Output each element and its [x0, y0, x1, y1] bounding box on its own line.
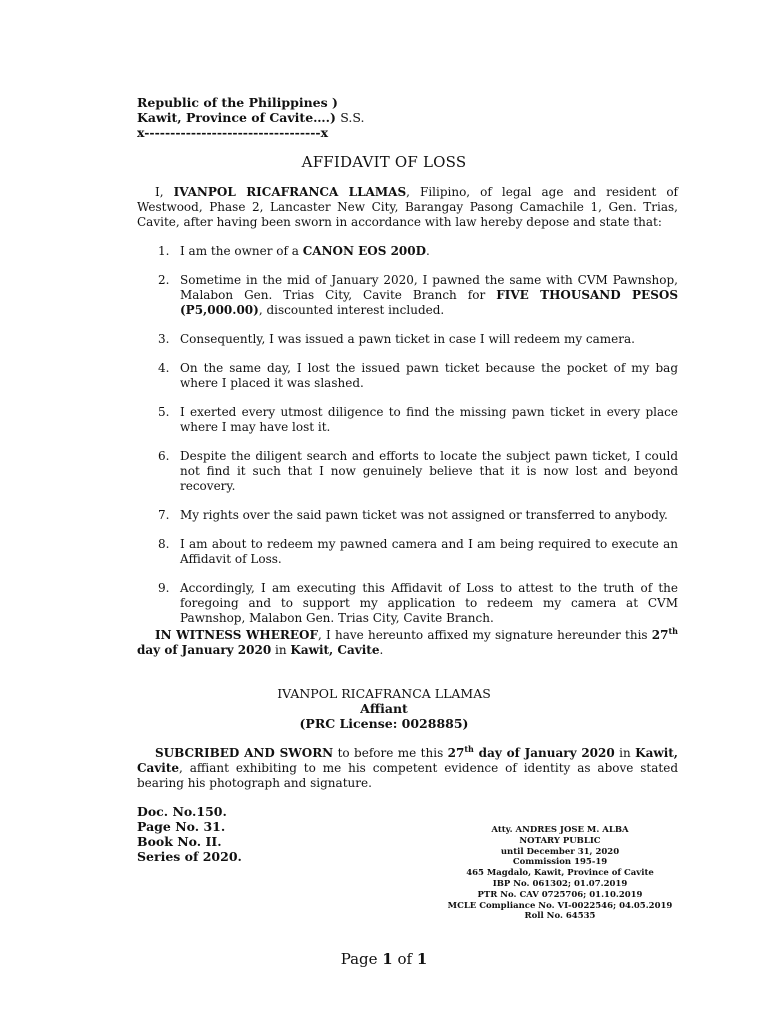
doc-number: Doc. No.150.	[137, 804, 227, 819]
intro-paragraph	[137, 185, 678, 230]
statement-item	[137, 581, 678, 626]
item-number: 9.	[158, 581, 170, 595]
affiant-block	[0, 686, 768, 731]
jurat-day: 27	[447, 746, 465, 760]
item-tail: , discounted interest included.	[258, 303, 445, 317]
witness-in: in	[271, 643, 291, 657]
notary-ibp: IBP No. 061302; 01.07.2019	[492, 878, 628, 889]
item-number: 8.	[158, 537, 170, 551]
venue-line-2	[137, 110, 697, 125]
notary-ptr: PTR No. CAV 0725706; 01.10.2019	[477, 889, 643, 900]
document-title: AFFIDAVIT OF LOSS	[301, 153, 467, 171]
item-number: 7.	[158, 508, 170, 522]
witness-paragraph	[137, 628, 678, 658]
notary-name: Atty. ANDRES JOSE M. ALBA	[491, 825, 629, 835]
jurat-rest: , affiant exhibiting to me his competent evidence of identity as above stated bearing his photograph and signature.	[137, 761, 678, 790]
jurat-paragraph	[137, 746, 678, 791]
witness-day: 27	[651, 628, 669, 642]
witness-day-suffix: th	[668, 626, 678, 636]
statement-item	[137, 273, 678, 318]
jurat-date: day of January 2020	[478, 746, 615, 760]
notary-commission: Commission 195-19	[512, 857, 608, 868]
statement-item	[137, 244, 678, 259]
witness-date: day of January 2020	[137, 643, 272, 657]
witness-place: Kawit, Cavite	[290, 643, 380, 657]
page-indicator	[0, 950, 768, 968]
affiant-license: (PRC License: 0028885)	[299, 716, 469, 731]
total-pages: 1	[416, 950, 428, 968]
item-bold: FIVE THOUSAND PESOS (P5,000.00)	[180, 288, 678, 317]
venue-caption	[137, 95, 697, 140]
current-page: 1	[382, 950, 393, 968]
jurat-day-suffix: th	[464, 744, 474, 754]
notary-title: NOTARY PUBLIC	[519, 835, 601, 846]
item-number: 4.	[158, 361, 170, 375]
statement-item	[137, 332, 678, 347]
witness-heading: IN WITNESS WHEREOF	[155, 628, 318, 642]
page-label: Page	[340, 950, 383, 968]
jurat-in: in	[614, 746, 636, 760]
witness-text: , I have hereunto affixed my signature hereunder this	[318, 628, 652, 642]
item-text: On the same day, I lost the issued pawn ticket because the pocket of my bag where I placed it was slashed.	[180, 361, 678, 390]
item-text: I am the owner of a	[180, 244, 303, 258]
item-number: 1.	[158, 244, 170, 258]
venue-line-2-text: Kawit, Province of Cavite….)	[137, 110, 341, 125]
venue-line-3: x----------------------------------x	[137, 125, 329, 140]
statement-item	[137, 508, 678, 523]
item-text: I am about to redeem my pawned camera and I am being required to execute an Affidavit of Loss.	[180, 537, 678, 566]
item-text: My rights over the said pawn ticket was not assigned or transferred to anybody.	[180, 508, 668, 522]
item-bold: CANON EOS 200D	[302, 244, 427, 258]
intro-rest: , Filipino, of legal age and resident of Westwood, Phase 2, Lancaster New City, Barangay Pasong Camachile 1, Gen. Trias, Cavite, after having been sworn in accordance with law hereby depose and state that:	[137, 185, 678, 229]
item-number: 5.	[158, 405, 170, 419]
affiant-name-intro: IVANPOL RICAFRANCA LLAMAS	[173, 185, 407, 199]
item-text: Sometime in the mid of January 2020, I pawned the same with CVM Pawnshop, Malabon Gen. Trias City, Cavite Branch for	[180, 273, 678, 302]
page-of: of	[392, 950, 417, 968]
affiant-role: Affiant	[360, 701, 408, 716]
statement-item	[137, 361, 678, 391]
jurat-heading: SUBCRIBED AND SWORN	[155, 746, 334, 760]
jurat-place: Kawit, Cavite	[137, 746, 678, 775]
item-text: Despite the diligent search and efforts to locate the subject pawn ticket, I could not find it such that I now genuinely believe that it is now lost and beyond recovery.	[180, 449, 678, 493]
item-text: Consequently, I was issued a pawn ticket in case I will redeem my camera.	[180, 332, 635, 346]
book-number: Book No. II.	[137, 834, 222, 849]
jurat-text: to before me this	[333, 746, 448, 760]
item-number: 2.	[158, 273, 170, 287]
notary-validity: until December 31, 2020	[500, 846, 620, 857]
statement-list	[137, 244, 678, 640]
notary-mcle: MCLE Compliance No. VI-0022546; 04.05.2019	[447, 900, 673, 911]
series-year: Series of 2020.	[137, 849, 242, 864]
item-number: 6.	[158, 449, 170, 463]
notarial-register	[137, 804, 242, 864]
notary-block	[440, 825, 680, 922]
intro-lead: I,	[155, 185, 174, 199]
notary-roll: Roll No. 64535	[524, 911, 596, 922]
item-number: 3.	[158, 332, 170, 346]
statement-item	[137, 537, 678, 567]
page-number: Page No. 31.	[137, 819, 226, 834]
affiant-name: IVANPOL RICAFRANCA LLAMAS	[277, 686, 491, 701]
item-text: I exerted every utmost diligence to find the missing pawn ticket in every place where I may have lost it.	[180, 405, 678, 434]
item-text: Accordingly, I am executing this Affidavit of Loss to attest to the truth of the foregoing and to support my application to redeem my camera at CVM Pawnshop, Malabon Gen. Trias City, Cavite Branch.	[180, 581, 678, 625]
statement-item	[137, 449, 678, 494]
notary-address: 465 Magdalo, Kawit, Province of Cavite	[466, 868, 654, 879]
witness-end: .	[379, 643, 384, 657]
item-tail: .	[426, 244, 430, 258]
statement-item	[137, 405, 678, 435]
venue-line-1: Republic of the Philippines )	[137, 95, 338, 110]
ss-mark: S.S.	[340, 110, 365, 125]
